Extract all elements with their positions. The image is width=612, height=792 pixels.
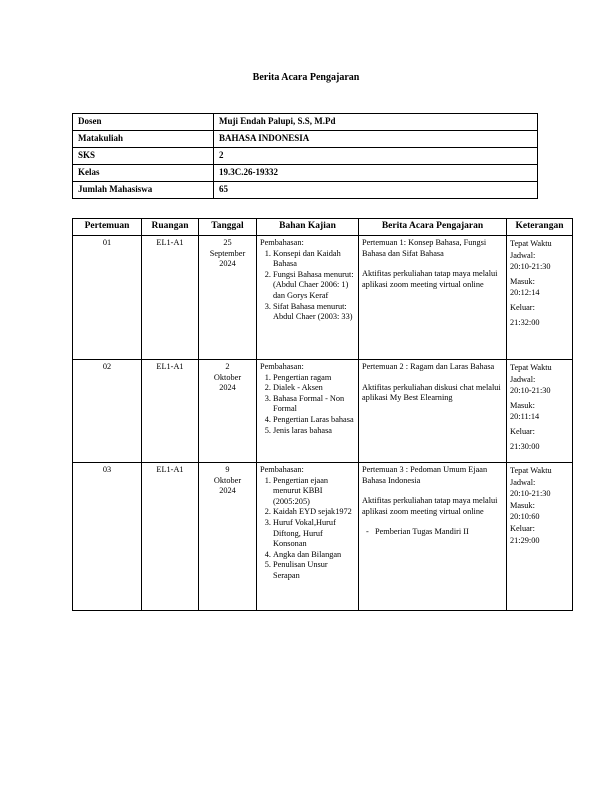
list-item: 2. Kaidah EYD sejak1972 [273,507,355,518]
bahan-heading: Pembahasan: [260,362,304,371]
pertemuan-cell: 03 [73,463,142,611]
ruangan-cell: EL1-A1 [142,463,199,611]
jadwal-value: 20:10-21:30 [510,386,551,396]
table-row [73,236,573,360]
jadwal-value: 20:10-21:30 [510,262,551,272]
keluar-label: Keluar: [510,523,535,533]
list-item: 3. Bahasa Formal - Non Formal [273,394,355,415]
table-row [73,463,573,611]
info-value: Muji Endah Palupi, S.S, M.Pd [214,114,538,131]
info-value: BAHASA INDONESIA [214,131,538,148]
status-text: Tepat Waktu [510,466,552,475]
table-header-row [73,219,573,236]
keluar-label: Keluar: [510,426,535,436]
tanggal-cell [199,236,257,360]
masuk-value: 20:10:60 [510,512,540,522]
list-item: 3. Huruf Vokal,Huruf Diftong, Huruf Konsonan [273,518,355,550]
keluar-value: 21:32:00 [510,317,540,327]
tanggal-year: 2024 [219,383,236,393]
keluar-value: 21:29:00 [510,535,540,545]
info-label: Kelas [73,165,214,182]
status-text: Tepat Waktu [510,239,552,248]
bahan-list [260,249,355,323]
list-item: 4. Angka dan Bilangan [273,550,355,561]
status-text: Tepat Waktu [510,363,552,372]
tanggal-day: 2 [225,362,230,371]
list-item: 2. Fungsi Bahasa menurut: (Abdul Chaer 2006: 1) dan Gorys Keraf [273,270,355,302]
info-label: Matakuliah [73,131,214,148]
tanggal-cell [199,360,257,463]
bahan-heading: Pembahasan: [260,465,304,474]
masuk-label: Masuk: [510,276,535,286]
dash-bullet: - [366,527,375,537]
pertemuan-cell: 02 [73,360,142,463]
list-item: 1. Pengertian ragam [273,373,355,384]
info-value: 2 [214,148,538,165]
list-item: 4. Pengertian Laras bahasa [273,415,355,426]
list-item: 1. Pengertian ejaan menurut KBBI (2005:205) [273,476,355,508]
jadwal-value: 20:10-21:30 [510,489,551,499]
berita-activity: Aktifitas perkuliahan diskusi chat melalui aplikasi My Best Elearning [362,382,501,403]
bahan-kajian-cell [257,236,359,360]
bahan-kajian-cell [257,463,359,611]
pertemuan-cell: 01 [73,236,142,360]
keterangan-cell [507,360,573,463]
info-row-sks [73,148,538,165]
column-header: Keterangan [507,219,573,236]
info-value: 19.3C.26-19332 [214,165,538,182]
tanggal-month: Oktober [213,475,242,485]
column-header: Ruangan [142,219,199,236]
berita-topic: Pertemuan 2 : Ragam dan Laras Bahasa [362,362,495,371]
info-row-dosen [73,114,538,131]
bahan-list [260,476,355,582]
list-item: 2. Dialek - Aksen [273,383,355,394]
keterangan-cell [507,236,573,360]
list-item: 5. Penulisan Unsur Serapan [273,560,355,581]
keterangan-cell [507,463,573,611]
info-value: 65 [214,182,538,199]
list-item: 3. Sifat Bahasa menurut: Abdul Chaer (2003: 33) [273,302,355,323]
masuk-label: Masuk: [510,400,535,410]
masuk-value: 20:11:14 [510,412,540,422]
tanggal-year: 2024 [219,259,236,269]
list-item: 1. Konsepi dan Kaidah Bahasa [273,249,355,270]
bahan-heading: Pembahasan: [260,238,304,247]
berita-acara-cell [359,463,507,611]
column-header: Bahan Kajian [257,219,359,236]
tanggal-day: 25 [223,238,232,247]
tanggal-day: 9 [225,465,230,474]
berita-extra-item [362,527,503,538]
course-info-table [72,113,538,199]
info-row-matakuliah [73,131,538,148]
tanggal-year: 2024 [219,486,236,496]
bahan-list [260,373,355,437]
ruangan-cell: EL1-A1 [142,236,199,360]
keluar-label: Keluar: [510,302,535,312]
info-label: Dosen [73,114,214,131]
info-label: Jumlah Mahasiswa [73,182,214,199]
berita-topic: Pertemuan 3 : Pedoman Umum Ejaan Bahasa Indonesia [362,465,488,485]
jadwal-label: Jadwal: [510,374,536,384]
bahan-kajian-cell [257,360,359,463]
berita-topic: Pertemuan 1: Konsep Bahasa, Fungsi Bahasa dan Sifat Bahasa [362,238,487,258]
info-row-jumlah-mahasiswa [73,182,538,199]
masuk-value: 20:12:14 [510,288,540,298]
berita-activity: Aktifitas perkuliahan tatap maya melalui aplikasi zoom meeting virtual online [362,269,498,289]
tanggal-cell [199,463,257,611]
column-header: Tanggal [199,219,257,236]
tanggal-month: Oktober [213,372,242,382]
jadwal-label: Jadwal: [510,477,536,487]
tanggal-month: September [209,248,246,258]
teaching-record-table [72,218,573,611]
keluar-value: 21:30:00 [510,441,540,451]
jadwal-label: Jadwal: [510,250,536,260]
berita-extra-text: Pemberian Tugas Mandiri II [375,527,469,537]
berita-acara-cell [359,360,507,463]
ruangan-cell: EL1-A1 [142,360,199,463]
masuk-label: Masuk: [510,500,535,510]
list-item: 5. Jenis laras bahasa [273,426,355,437]
info-label: SKS [73,148,214,165]
column-header: Berita Acara Pengajaran [359,219,507,236]
berita-acara-cell [359,236,507,360]
info-row-kelas [73,165,538,182]
berita-activity: Aktifitas perkuliahan tatap maya melalui aplikasi zoom meeting virtual online [362,496,498,516]
table-row [73,360,573,463]
column-header: Pertemuan [73,219,142,236]
page-title: Berita Acara Pengajaran [252,72,360,83]
